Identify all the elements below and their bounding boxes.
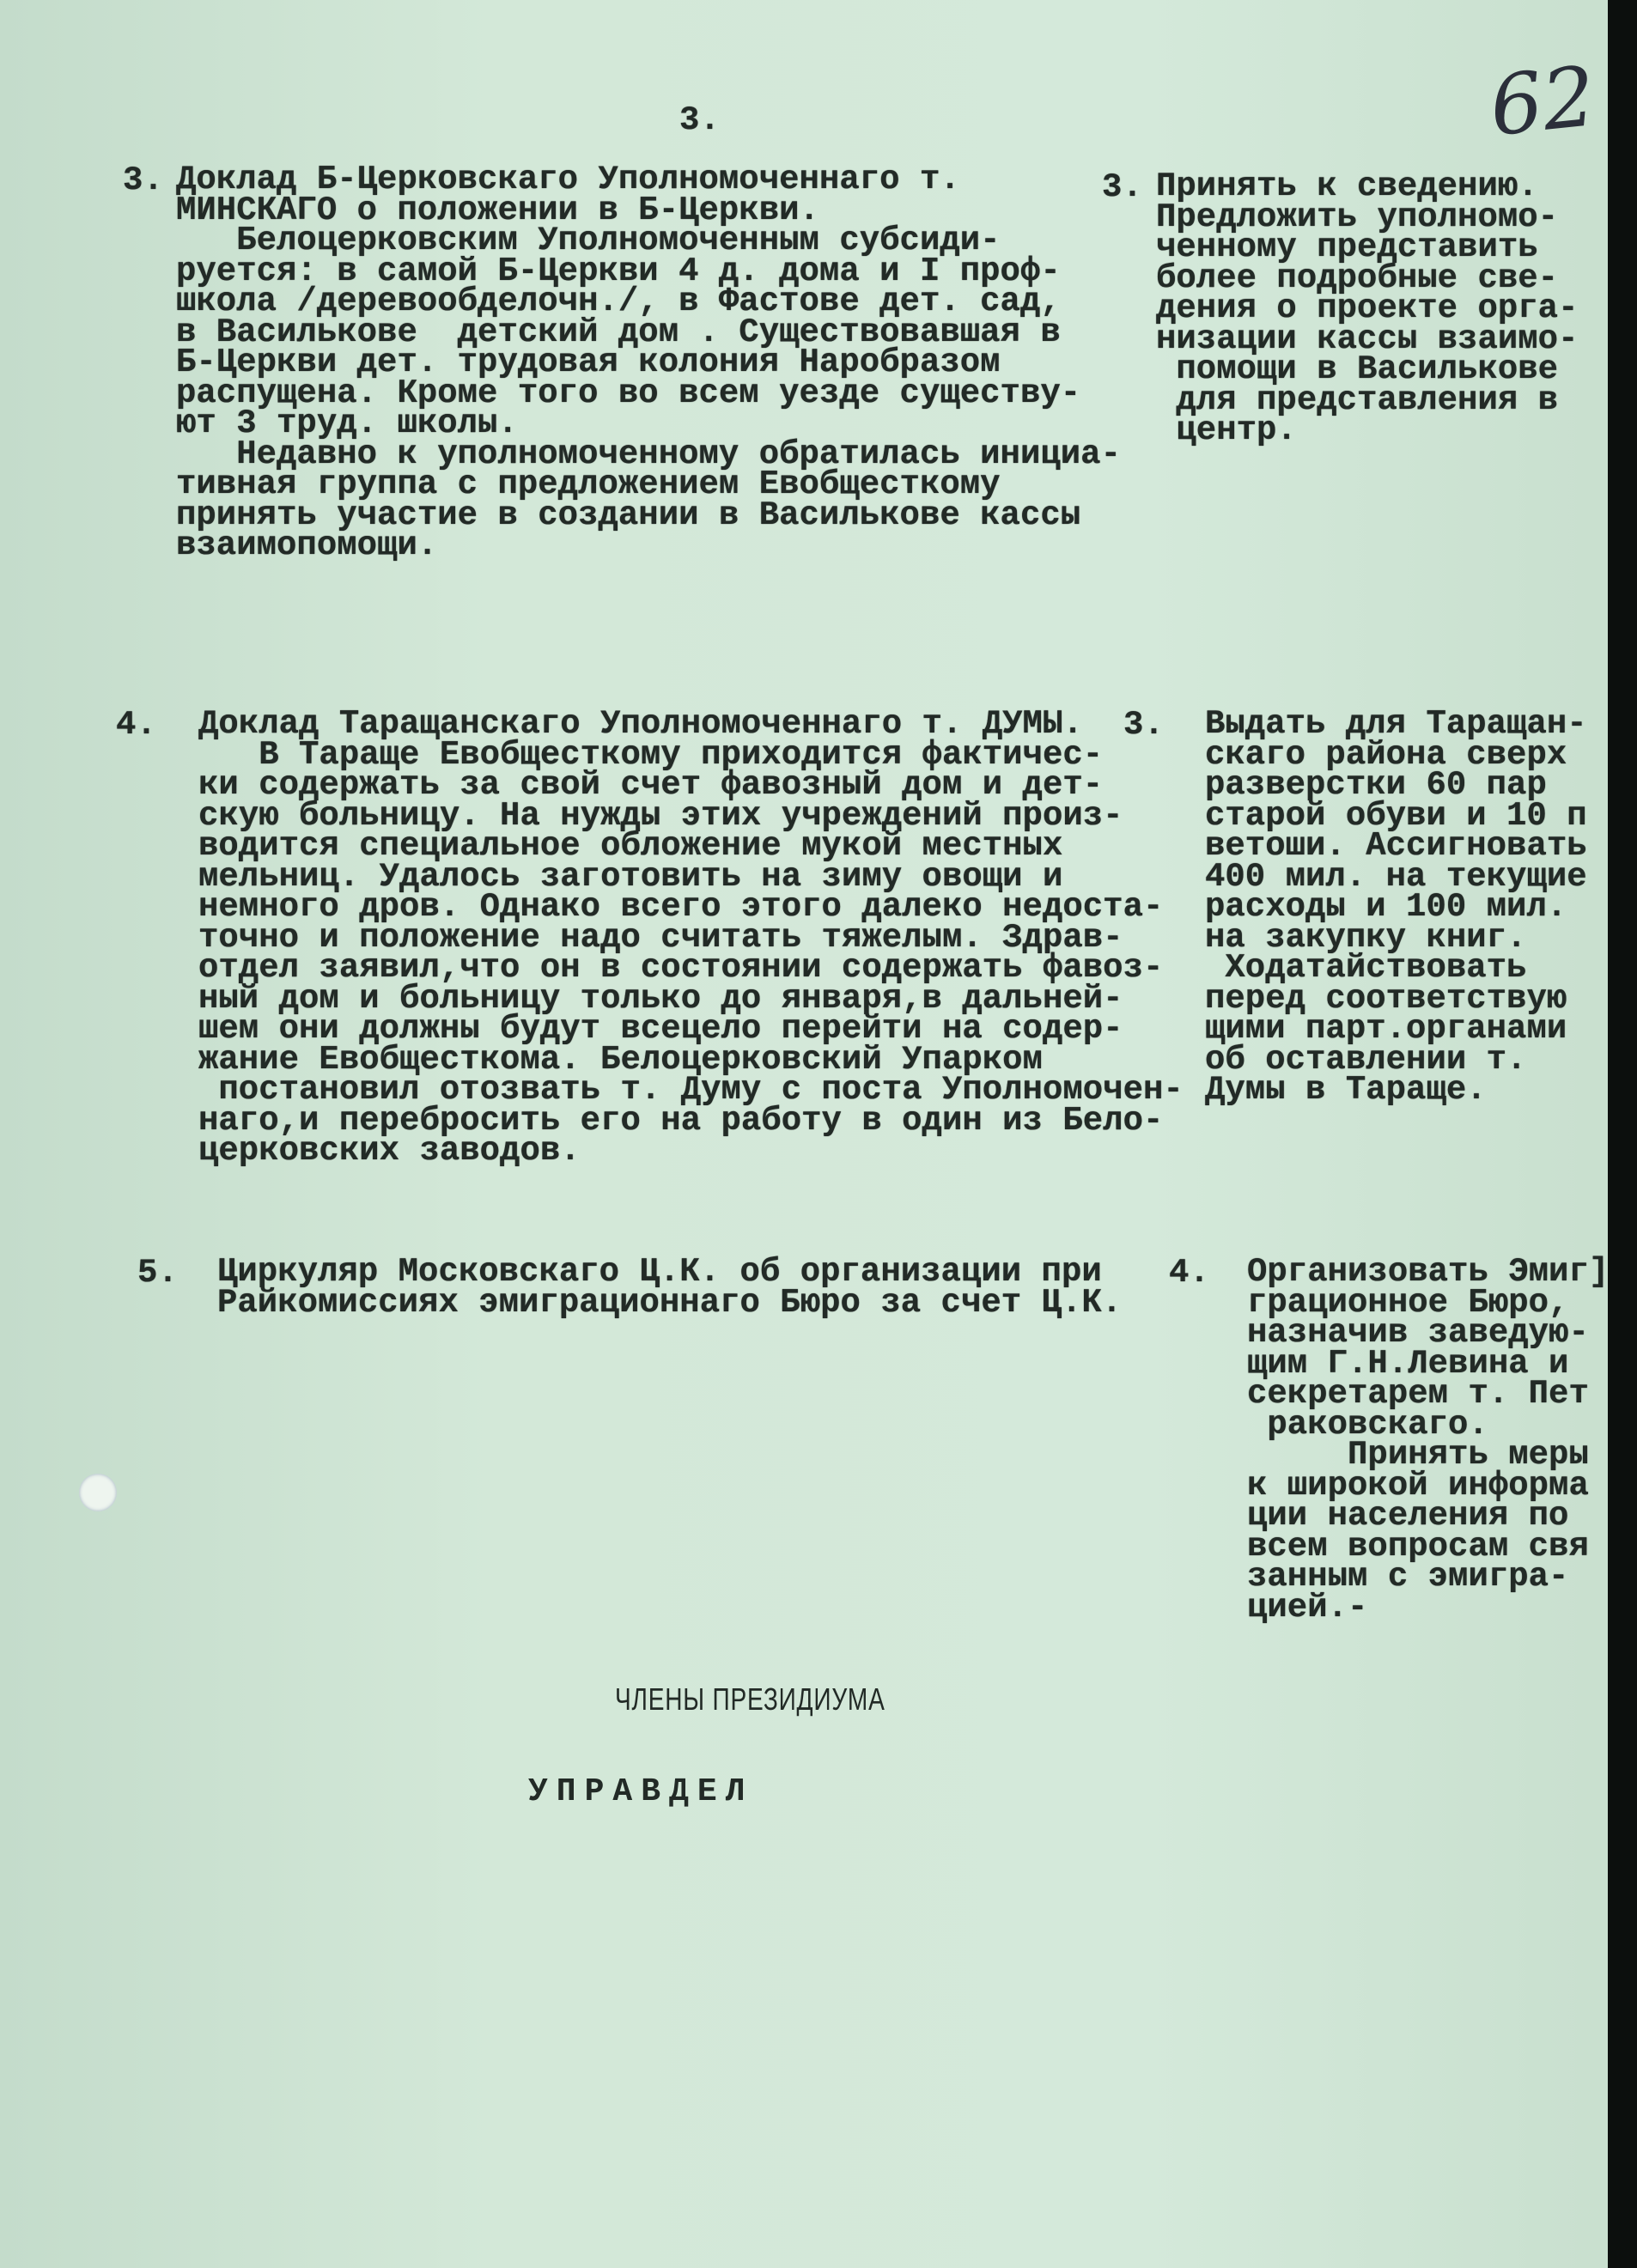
text-line: секретарем т. Пет — [1247, 1375, 1589, 1413]
text-line: об оставлении т. — [1205, 1040, 1527, 1079]
item-number: 5. — [137, 1254, 179, 1292]
text-line: щими парт.органами — [1205, 1010, 1567, 1048]
text-line: грационное Бюро, — [1247, 1283, 1569, 1322]
page-number: 3. — [679, 101, 721, 139]
text-line: для представления в — [1156, 380, 1559, 419]
text-line: занным с эмигра- — [1247, 1558, 1569, 1596]
text-line: принять участие в создании в Василькове кассы — [176, 496, 1081, 534]
text-line: отдел заявил,что он в состоянии содержать фавоз- — [198, 949, 1164, 987]
text-line: Недавно к уполномоченному обратилась инициа- — [176, 435, 1121, 473]
scan-edge — [1608, 0, 1637, 2268]
item-text — [176, 161, 1121, 564]
decision-text — [1205, 705, 1587, 1109]
decision-number: 4. — [1169, 1254, 1210, 1292]
text-line: Доклад Б-Церковскаго Уполномоченнаго т. — [176, 161, 960, 198]
text-line: наго,и перебросить его на работу в один из Бело- — [198, 1101, 1164, 1140]
text-line: Ходатайствовать — [1205, 949, 1527, 987]
text-line: к широкой информа — [1247, 1466, 1589, 1505]
text-line: Белоцерковским Уполномоченным субсиди- — [176, 222, 1001, 259]
upravdel-label: УПРАВДЕЛ — [528, 1773, 754, 1810]
item-number: 4. — [116, 706, 157, 744]
text-line: ветоши. Ассигновать — [1205, 827, 1587, 865]
text-line: 400 мил. на текущие — [1205, 857, 1587, 896]
text-line: перед соответствую — [1205, 979, 1567, 1018]
text-line: распущена. Кроме того во всем уезде существу- — [176, 374, 1081, 412]
decision-text — [1156, 167, 1579, 449]
text-line: жание Евобщесткома. Белоцерковский Упарком — [198, 1040, 1043, 1079]
item-number: 3. — [123, 161, 164, 199]
text-line: Предложить уполномо- — [1156, 198, 1559, 236]
text-line: скаго района сверх — [1205, 735, 1567, 774]
text-line: Принять меры — [1247, 1436, 1589, 1474]
text-line: низации кассы взаимо- — [1156, 319, 1579, 358]
text-line: раковскаго. — [1247, 1405, 1488, 1444]
text-line: Принять к сведению. — [1156, 167, 1538, 205]
text-line: Организовать Эмиг] — [1247, 1253, 1610, 1291]
text-line: разверстки 60 пар — [1205, 766, 1547, 804]
text-line: более подробные све- — [1156, 258, 1559, 297]
text-line: цией.- — [1247, 1588, 1368, 1627]
text-line: Доклад Таращанскаго Уполномоченнаго т. ДУМЫ. — [198, 705, 1083, 743]
decision-number: 3. — [1102, 168, 1143, 206]
text-line: в Василькове детский дом . Существовавшая в — [176, 313, 1061, 351]
text-line: тивная группа с предложением Евобщесткому — [176, 465, 1001, 503]
text-line: ченному представить — [1156, 228, 1538, 266]
text-line: всем вопросам свя — [1247, 1527, 1589, 1566]
text-line: водится специальное обложение мукой местных — [198, 827, 1063, 865]
text-line: старой обуви и 10 п — [1205, 796, 1587, 835]
decision-number: 3. — [1123, 706, 1165, 744]
text-line: Думы в Тараще. — [1205, 1071, 1487, 1109]
item-text — [217, 1253, 1123, 1322]
text-line: мельниц. Удалось заготовить на зиму овощи и — [198, 857, 1063, 896]
text-line: Райкомиссиях эмиграционнаго Бюро за счет Ц.К. — [217, 1283, 1123, 1322]
text-line: скую больницу. На нужды этих учреждений произ- — [198, 796, 1123, 835]
text-line: ки содержать за свой счет фавозный дом и дет- — [198, 766, 1104, 804]
presidium-members-label: ЧЛЕНЫ ПРЕЗИДИУМА — [615, 1681, 885, 1717]
text-line: ции населения по — [1247, 1497, 1569, 1535]
text-line: на закупку книг. — [1205, 918, 1527, 957]
text-line: Выдать для Таращан- — [1205, 705, 1587, 743]
text-line: щим Г.Н.Левина и — [1247, 1344, 1569, 1383]
text-line: В Тараще Евобщесткому приходится фактичес- — [198, 735, 1104, 774]
text-line: помощи в Василькове — [1156, 350, 1559, 388]
text-line: МИНСКАГО о положении в Б-Церкви. — [176, 191, 819, 229]
text-line: точно и положение надо считать тяжелым. Здрав- — [198, 918, 1123, 957]
text-line: центр. — [1156, 411, 1297, 449]
text-line: ют 3 труд. школы. — [176, 404, 518, 442]
punch-hole — [79, 1474, 117, 1511]
text-line: Б-Церкви дет. трудовая колония Наробразом — [176, 344, 1001, 381]
text-line: взаимопомощи. — [176, 526, 438, 564]
text-line: руется: в самой Б-Церкви 4 д. дома и I проф- — [176, 252, 1061, 290]
text-line: Циркуляр Московскаго Ц.К. об организации при — [217, 1253, 1102, 1291]
text-line: шем они должны будут всецело перейти на содер- — [198, 1010, 1123, 1048]
text-line: расходы и 100 мил. — [1205, 888, 1567, 926]
archive-folio-number: 62 — [1485, 47, 1600, 155]
decision-text — [1247, 1253, 1610, 1627]
text-line: постановил отозвать т. Думу с поста Уполномочен- — [198, 1071, 1184, 1109]
text-line: назначив заведую- — [1247, 1314, 1589, 1352]
text-line: дения о проекте орга- — [1156, 289, 1579, 327]
text-line: немного дров. Однако всего этого далеко недоста- — [198, 888, 1164, 926]
text-line: школа /деревообделочн./, в Фастове дет. сад, — [176, 283, 1061, 320]
item-text — [198, 705, 1184, 1170]
text-line: ный дом и больницу только до января,в дальней- — [198, 979, 1123, 1018]
text-line: церковских заводов. — [198, 1132, 581, 1170]
